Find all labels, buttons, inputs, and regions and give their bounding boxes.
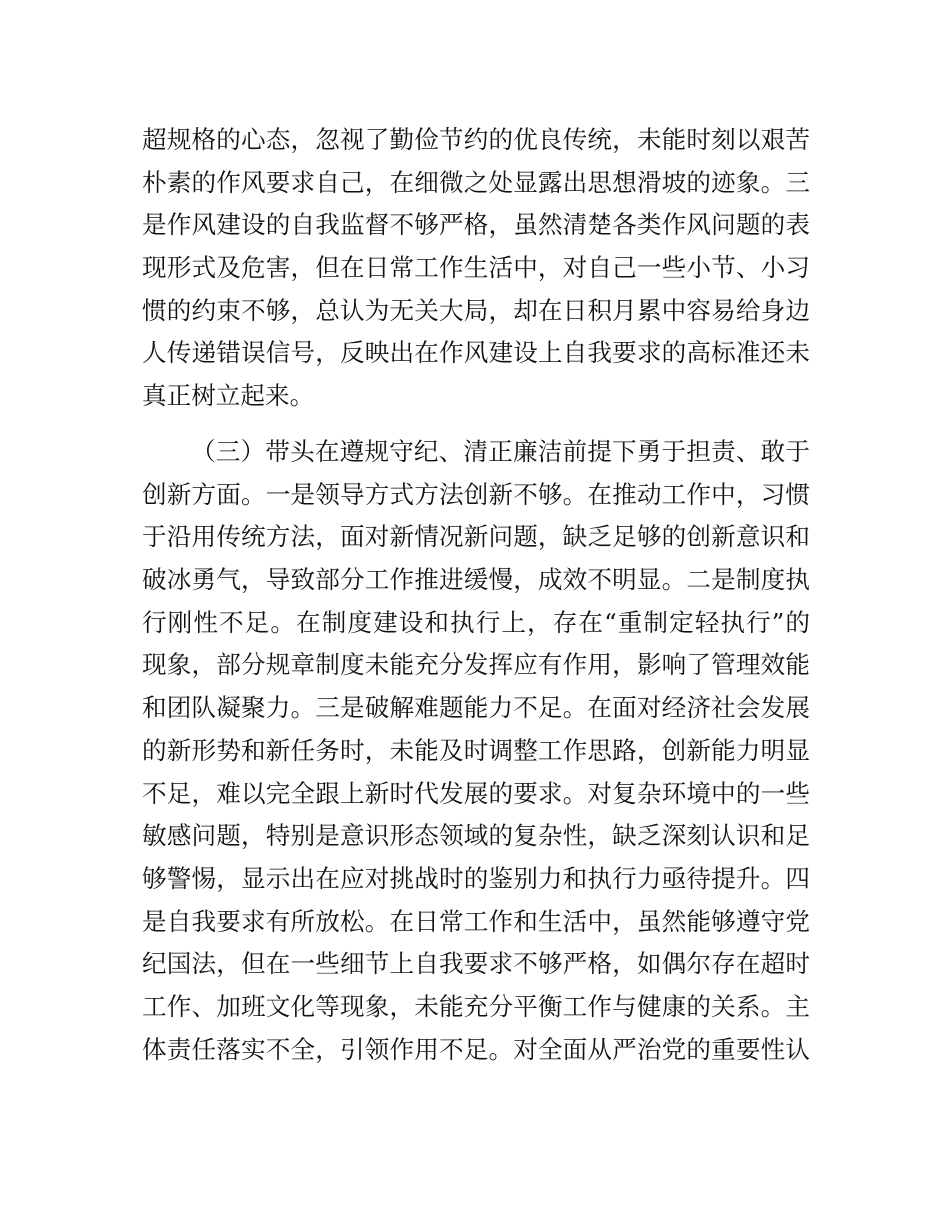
text-line: 不足，难以完全跟上新时代发展的要求。对复杂环境中的一些: [142, 778, 810, 808]
text-line: 现象，部分规章制度未能充分发挥应有作用，影响了管理效能: [142, 650, 810, 680]
text-line: 和团队凝聚力。三是破解难题能力不足。在面对经济社会发展: [142, 693, 810, 723]
text-line: 破冰勇气，导致部分工作推进缓慢，成效不明显。二是制度执: [142, 565, 810, 595]
text-line: 惯的约束不够，总认为无关大局，却在日积月累中容易给身边: [142, 295, 810, 325]
paragraph-1: [142, 119, 810, 418]
text-line: 真正树立起来。: [142, 381, 315, 411]
text-line: 于沿用传统方法，面对新情况新问题，缺乏足够的创新意识和: [142, 522, 810, 552]
text-line: 敏感问题，特别是意识形态领域的复杂性，缺乏深刻认识和足: [142, 821, 810, 851]
text-line: （三）带头在遵规守纪、清正廉洁前提下勇于担责、敢于: [191, 437, 810, 466]
text-line: 朴素的作风要求自己，在细微之处显露出思想滑坡的迹象。三: [142, 167, 810, 197]
paragraph-2: [142, 431, 810, 1071]
text-line: 工作、加班文化等现象，未能充分平衡工作与健康的关系。主: [142, 991, 810, 1021]
text-line: 超规格的心态，忽视了勤俭节约的优良传统，未能时刻以艰苦: [142, 125, 810, 154]
text-line: 人传递错误信号，反映出在作风建设上自我要求的高标准还未: [142, 338, 810, 368]
text-line: 体责任落实不全，引领作用不足。对全面从严治党的重要性认: [142, 1034, 810, 1064]
text-line: 够警惕，显示出在应对挑战时的鉴别力和执行力亟待提升。四: [142, 863, 810, 893]
text-line: 的新形势和新任务时，未能及时调整工作思路，创新能力明显: [142, 735, 810, 765]
text-line: 纪国法，但在一些细节上自我要求不够严格，如偶尔存在超时: [142, 949, 810, 979]
text-line: 是作风建设的自我监督不够严格，虽然清楚各类作风问题的表: [142, 210, 810, 240]
text-line: 现形式及危害，但在日常工作生活中，对自己一些小节、小习: [142, 253, 810, 283]
text-line: 行刚性不足。在制度建设和执行上，存在“重制定轻执行”的: [142, 607, 810, 637]
text-line: 创新方面。一是领导方式方法创新不够。在推动工作中，习惯: [142, 479, 810, 509]
text-line: 是自我要求有所放松。在日常工作和生活中，虽然能够遵守党: [142, 906, 810, 936]
